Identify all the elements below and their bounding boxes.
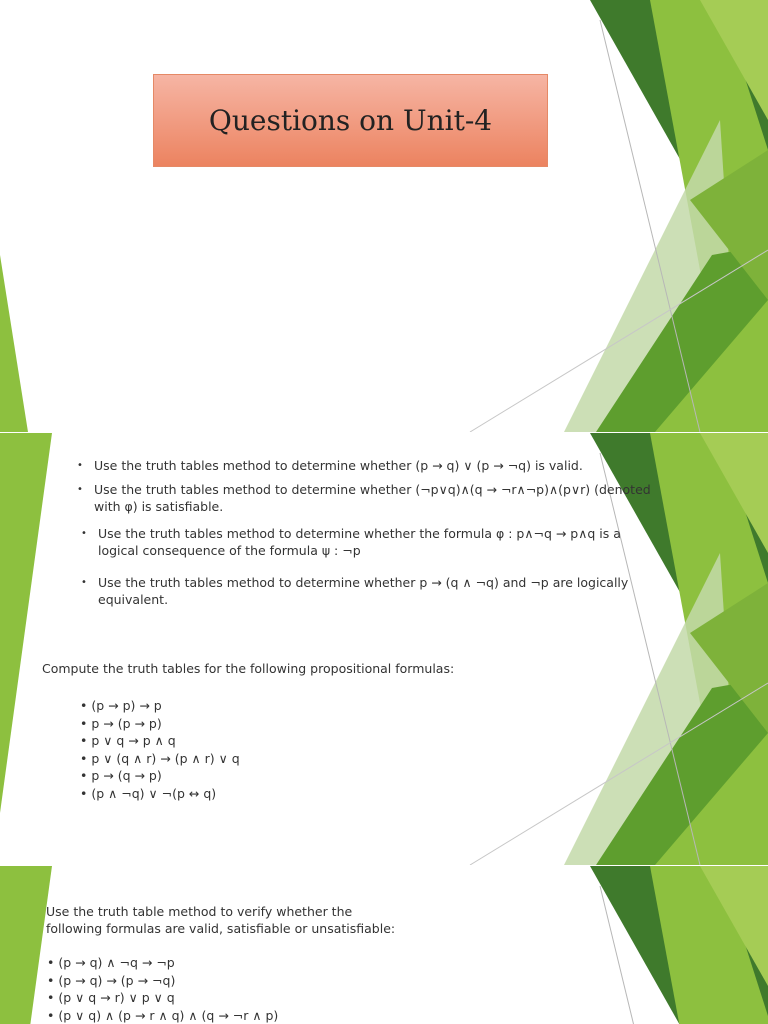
formula-item: • p → (p → p) xyxy=(80,715,162,731)
bullet-item: • Use the truth tables method to determine whether the formula φ : p∧¬q → p∧q is a logical consequence of the formula ψ : ¬p xyxy=(81,526,621,558)
intro-line-1: Use the truth table method to verify whether the xyxy=(46,904,353,919)
slide-3 xyxy=(0,866,768,1024)
formula-item: • (p ∨ q → r) ∨ p ∨ q xyxy=(47,990,175,1005)
compute-intro: Compute the truth tables for the following propositional formulas: xyxy=(42,661,455,676)
formula-list xyxy=(47,954,278,1024)
bullet-item: • Use the truth tables method to determine whether p → (q ∧ ¬q) and ¬p are logically equivalent. xyxy=(81,575,629,607)
formula-item: • (p → q) → (p → ¬q) xyxy=(47,972,176,988)
formula-item: • p → (q → p) xyxy=(80,768,162,783)
intro-line-2: following formulas are valid, satisfiable or unsatisfiable: xyxy=(46,921,396,936)
title-box xyxy=(153,74,548,167)
formula-item: • (p → p) → p xyxy=(80,698,162,713)
slide-1 xyxy=(0,0,768,432)
green-decoration xyxy=(0,0,768,432)
formula-item: • (p → q) ∧ ¬q → ¬p xyxy=(47,955,175,970)
bullet-item: • Use the truth tables method to determine whether (¬p∨q)∧(q → ¬r∧¬p)∧(p∨r) (denoted with φ) is satisfiable. xyxy=(77,482,651,514)
slide-title: Questions on Unit-4 xyxy=(208,104,493,137)
formula-item: • p ∨ q → p ∧ q xyxy=(80,733,176,748)
bullet-item: • Use the truth tables method to determine whether (p → q) ∨ (p → ¬q) is valid. xyxy=(77,458,583,473)
formula-item: • (p ∧ ¬q) ∨ ¬(p ↔ q) xyxy=(80,785,217,801)
slide-2 xyxy=(0,433,768,865)
formula-item: • (p ∨ q) ∧ (p → r ∧ q) ∧ (q → ¬r ∧ p) xyxy=(47,1007,279,1023)
formula-list xyxy=(80,697,240,802)
formula-item: • p ∨ (q ∧ r) → (p ∧ r) ∨ q xyxy=(80,750,240,766)
